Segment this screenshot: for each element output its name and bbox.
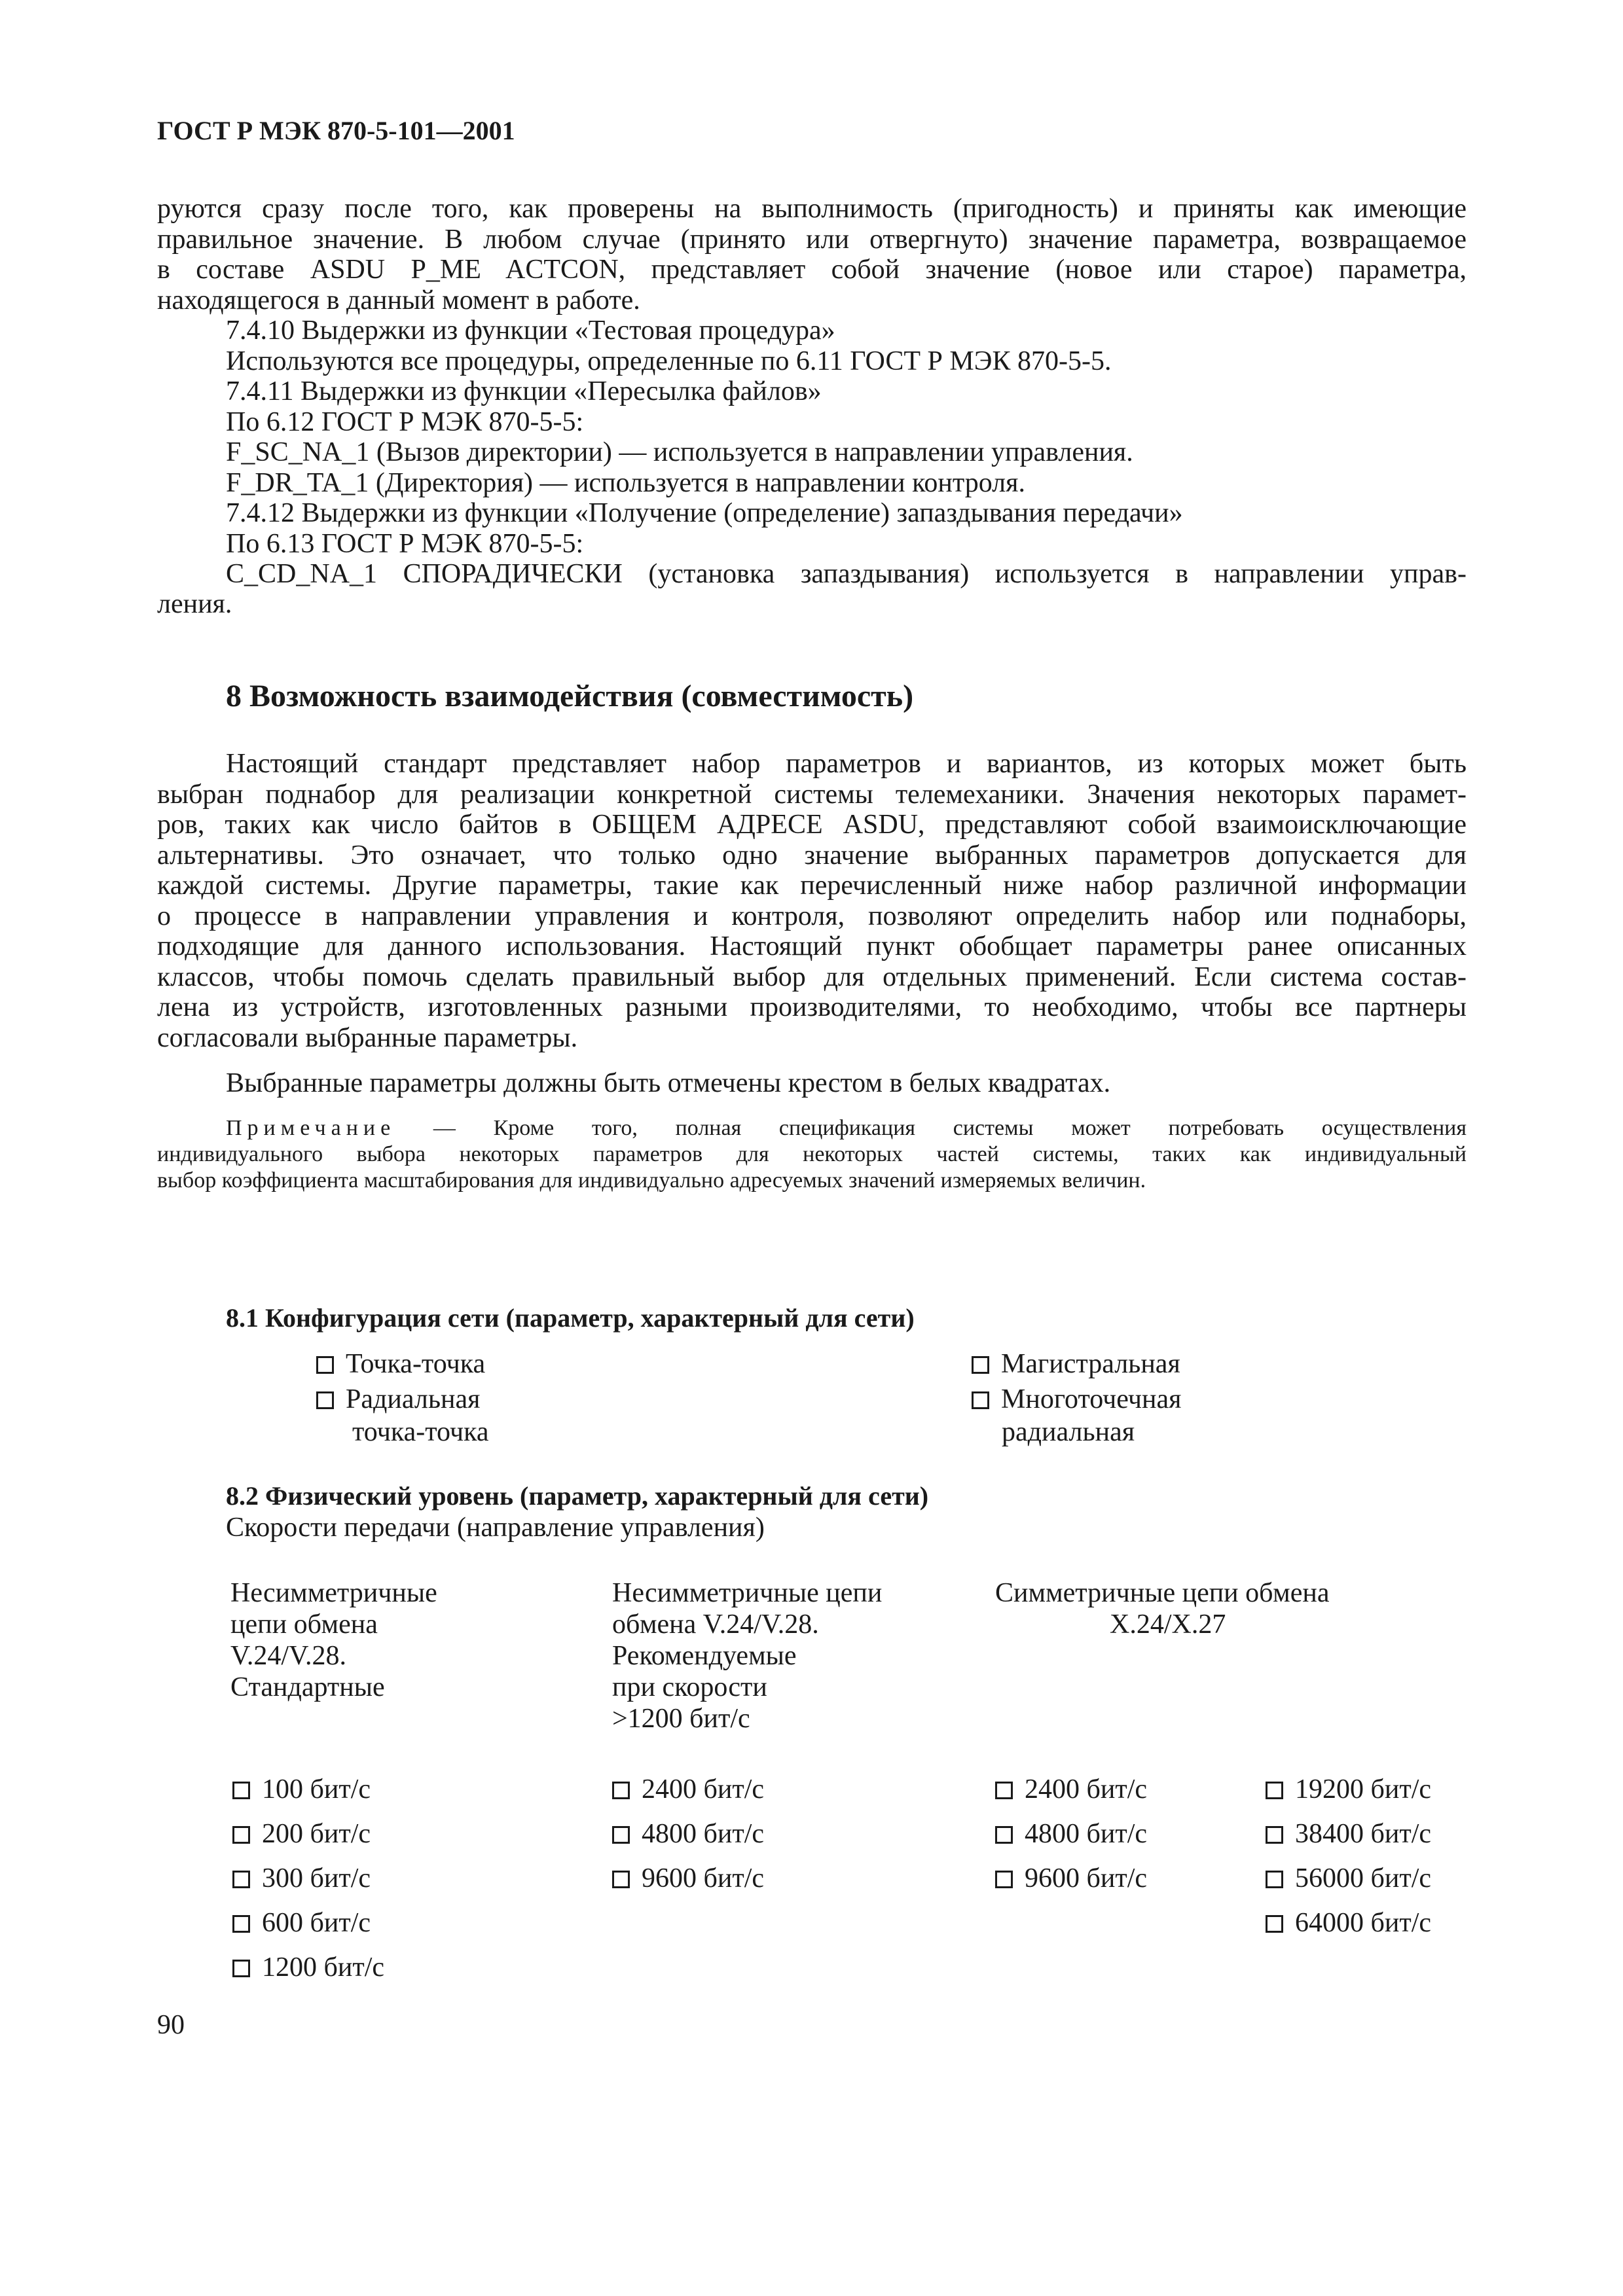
checkbox[interactable] xyxy=(995,1782,1013,1799)
option-speed[interactable]: 4800 бит/с xyxy=(995,1818,1147,1863)
checkbox[interactable] xyxy=(232,1782,250,1799)
text-line: руются сразу после того, как проверены на выполнимость (пригодность) и приняты как имеющие xyxy=(157,194,1467,224)
text-line: C_CD_NA_1 СПОРАДИЧЕСКИ (установка запаздывания) используется в направлении управ- xyxy=(226,559,1467,589)
text-line: ров, таких как число байтов в ОБЩЕМ АДРЕСЕ ASDU, представляют собой взаимоисключающие xyxy=(157,810,1467,840)
option-trunk[interactable]: Магистральная xyxy=(972,1348,1180,1380)
note-line: индивидуального выбора некоторых параметров для некоторых частей системы, таких как индивидуальный xyxy=(157,1142,1467,1166)
checkbox[interactable] xyxy=(972,1391,989,1409)
note xyxy=(157,1115,1467,1194)
option-speed[interactable]: 9600 бит/с xyxy=(612,1863,764,1907)
checkbox[interactable] xyxy=(232,1826,250,1844)
checkbox[interactable] xyxy=(1266,1915,1283,1933)
option-speed[interactable]: 200 бит/с xyxy=(232,1818,384,1863)
text-line: выбран поднабор для реализации конкретной системы телемеханики. Значения некоторых парамет- xyxy=(157,779,1467,810)
section-8-2-subtitle: Скорости передачи (направление управления) xyxy=(226,1513,765,1543)
note-label: Примечание xyxy=(226,1116,396,1140)
checkbox[interactable] xyxy=(316,1356,334,1374)
option-speed[interactable]: 4800 бит/с xyxy=(612,1818,764,1863)
option-speed[interactable]: 56000 бит/с xyxy=(1266,1863,1431,1907)
note-line xyxy=(226,1115,1467,1141)
option-speed[interactable]: 300 бит/с xyxy=(232,1863,384,1907)
note-text: — Кроме того, полная спецификация системы может потребовать осуществления xyxy=(395,1116,1467,1140)
text-line: 7.4.10 Выдержки из функции «Тестовая процедура» xyxy=(226,315,835,346)
speed-column-4 xyxy=(1266,1774,1431,1952)
checkbox[interactable] xyxy=(972,1356,989,1374)
text-line: F_SC_NA_1 (Вызов директории) — используется в направлении управления. xyxy=(226,437,1133,467)
speed-column-1 xyxy=(232,1774,384,1996)
text-line: По 6.12 ГОСТ Р МЭК 870-5-5: xyxy=(226,406,584,437)
column-header-unbalanced-recommended: Несимметричные цепи обмена V.24/V.28. Рекомендуемые при скорости >1200 бит/с xyxy=(612,1578,883,1734)
checkbox[interactable] xyxy=(612,1826,630,1844)
text-line: F_DR_TA_1 (Директория) — используется в направлении контроля. xyxy=(226,467,1025,498)
section-8-2-title: 8.2 Физический уровень (параметр, характерный для сети) xyxy=(226,1481,929,1511)
text-line: в составе ASDU P_ME ACTCON, представляет собой значение (новое или старое) параметра, xyxy=(157,255,1467,285)
checkbox[interactable] xyxy=(232,1960,250,1977)
text-line: ления. xyxy=(157,589,232,619)
checkbox[interactable] xyxy=(612,1871,630,1888)
page-number: 90 xyxy=(157,2010,185,2040)
section-8-title: 8 Возможность взаимодействия (совместимость) xyxy=(226,679,914,713)
option-speed[interactable]: 100 бит/с xyxy=(232,1774,384,1818)
column-header-balanced: Симметричные цепи обмена X.24/X.27 xyxy=(995,1578,1330,1640)
option-speed[interactable]: 2400 бит/с xyxy=(995,1774,1147,1818)
option-speed[interactable]: 1200 бит/с xyxy=(232,1952,384,1996)
checkbox[interactable] xyxy=(232,1871,250,1888)
option-radial[interactable]: Радиальная xyxy=(316,1384,480,1415)
checkbox[interactable] xyxy=(1266,1826,1283,1844)
option-multipoint-line2: радиальная xyxy=(1002,1417,1135,1447)
checkbox[interactable] xyxy=(1266,1782,1283,1799)
option-point-to-point[interactable]: Точка-точка xyxy=(316,1348,485,1380)
section-8-1-title: 8.1 Конфигурация сети (параметр, характерный для сети) xyxy=(226,1303,915,1333)
option-speed[interactable]: 19200 бит/с xyxy=(1266,1774,1431,1818)
text-line: находящегося в данный момент в работе. xyxy=(157,285,640,315)
section-8-paragraph xyxy=(157,749,1467,1053)
speed-column-2 xyxy=(612,1774,764,1907)
text-line: Используются все процедуры, определенные по 6.11 ГОСТ Р МЭК 870-5-5. xyxy=(226,346,1112,376)
intro-list xyxy=(226,315,1183,559)
text-line: лена из устройств, изготовленных разными производителями, то необходимо, чтобы все партнеры xyxy=(157,992,1467,1022)
option-speed[interactable]: 600 бит/с xyxy=(232,1907,384,1952)
text-line: классов, чтобы помочь сделать правильный выбор для отдельных применений. Если система состав- xyxy=(157,961,1467,992)
text-line: 7.4.12 Выдержки из функции «Получение (определение) запаздывания передачи» xyxy=(226,498,1183,528)
option-multipoint[interactable]: Многоточечная xyxy=(972,1384,1181,1415)
option-radial-line2: точка-точка xyxy=(352,1417,489,1447)
column-header-unbalanced-standard: Несимметричные цепи обмена V.24/V.28. Стандартные xyxy=(230,1578,437,1702)
text-line: 7.4.11 Выдержки из функции «Пересылка файлов» xyxy=(226,376,822,406)
text-line: альтернативы. Это означает, что только одно значение выбранных параметров допускается для xyxy=(157,840,1467,870)
text-line: подходящие для данного использования. Настоящий пункт обобщает параметры ранее описанных xyxy=(157,931,1467,961)
note-line: выбор коэффициента масштабирования для индивидуально адресуемых значений измеряемых величин. xyxy=(157,1168,1146,1193)
checkbox[interactable] xyxy=(316,1391,334,1409)
option-speed[interactable]: 9600 бит/с xyxy=(995,1863,1147,1907)
text-line: согласовали выбранные параметры. xyxy=(157,1022,578,1053)
text-line: каждой системы. Другие параметры, такие как перечисленный ниже набор различной информации xyxy=(157,870,1467,901)
speed-column-3 xyxy=(995,1774,1147,1907)
page-header: ГОСТ Р МЭК 870-5-101—2001 xyxy=(157,116,515,145)
checkbox[interactable] xyxy=(612,1782,630,1799)
checkbox[interactable] xyxy=(1266,1871,1283,1888)
text-line: Выбранные параметры должны быть отмечены крестом в белых квадратах. xyxy=(226,1068,1111,1098)
option-speed[interactable]: 2400 бит/с xyxy=(612,1774,764,1818)
intro-paragraph xyxy=(157,194,1467,315)
text-line: правильное значение. В любом случае (принято или отвергнуто) значение параметра, возвращаемое xyxy=(157,224,1467,255)
text-line: о процессе в направлении управления и контроля, позволяют определить набор или поднаборы, xyxy=(157,901,1467,931)
checkbox[interactable] xyxy=(232,1915,250,1933)
checkbox[interactable] xyxy=(995,1871,1013,1888)
text-line: Настоящий стандарт представляет набор параметров и вариантов, из которых может быть xyxy=(226,749,1467,779)
checkbox[interactable] xyxy=(995,1826,1013,1844)
text-line: По 6.13 ГОСТ Р МЭК 870-5-5: xyxy=(226,528,584,559)
option-speed[interactable]: 64000 бит/с xyxy=(1266,1907,1431,1952)
option-speed[interactable]: 38400 бит/с xyxy=(1266,1818,1431,1863)
